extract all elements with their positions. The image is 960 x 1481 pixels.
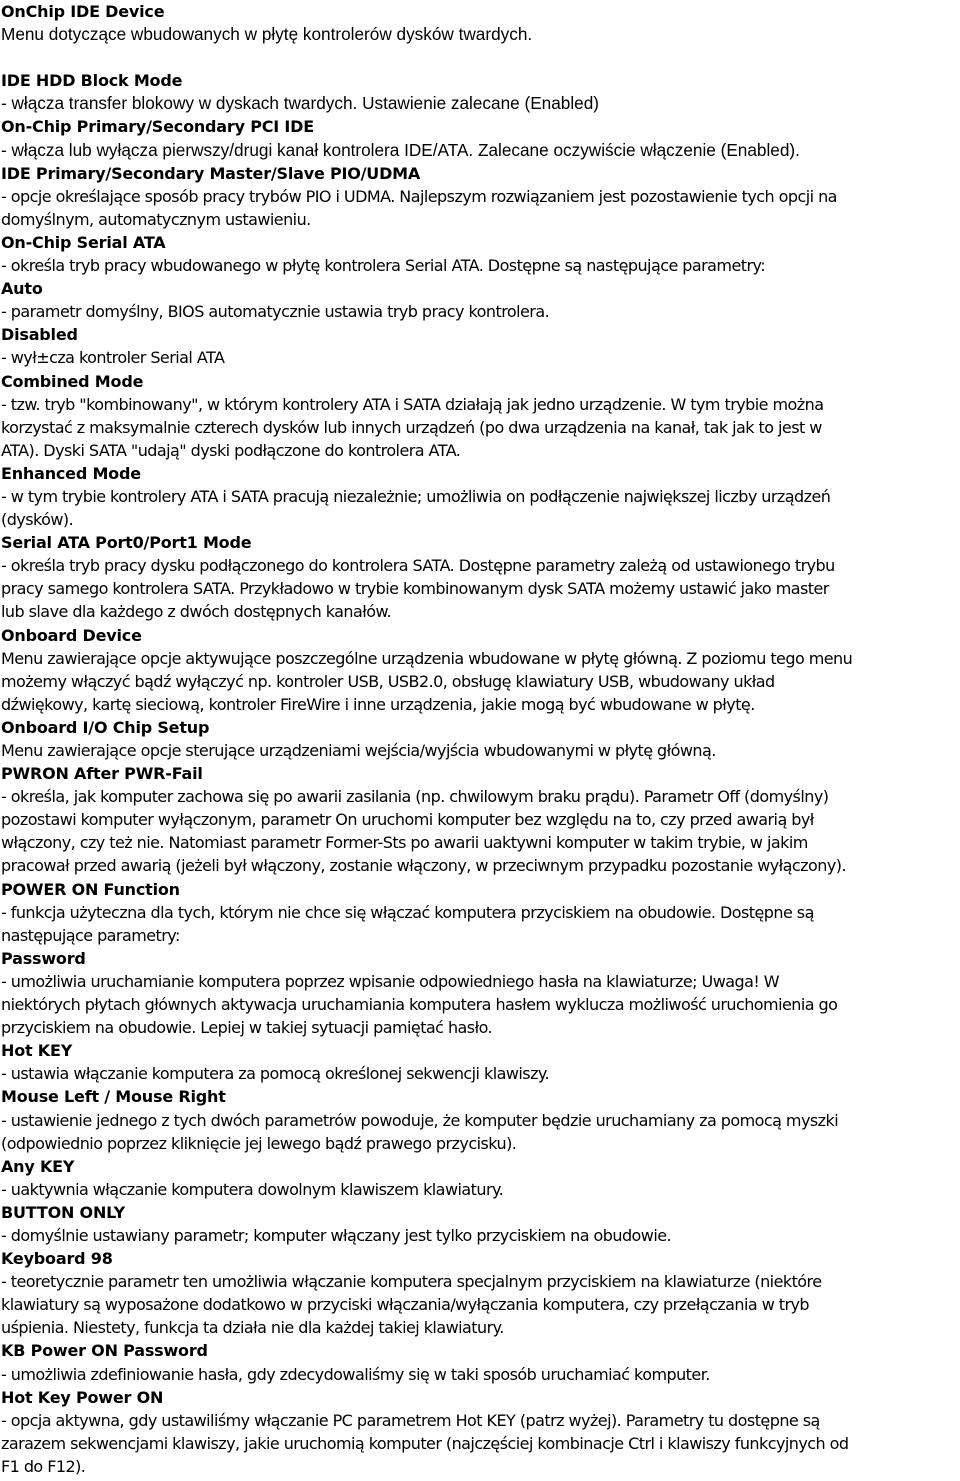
blank-line (1, 46, 959, 69)
section-heading: PWRON After PWR-Fail (1, 764, 203, 784)
body-text-line: - umożliwia zdefiniowanie hasła, gdy zdecydowaliśmy się w taki sposób uruchamiać komputer. (1, 1364, 710, 1384)
section-heading: Auto (1, 279, 43, 299)
body-text-line: lub slave dla każdego z dwóch dostępnych kanałów. (1, 602, 392, 622)
body-text-line: niektórych płytach głównych aktywacja uruchamiania komputera hasłem wyklucza możliwość uruchomienia go (1, 995, 838, 1015)
section-heading: Keyboard 98 (1, 1249, 113, 1269)
section-heading: Hot KEY (1, 1041, 73, 1061)
section-heading: Mouse Left / Mouse Right (1, 1087, 226, 1107)
section-heading: On-Chip Serial ATA (1, 232, 166, 252)
section-heading: Hot Key Power ON (1, 1387, 164, 1407)
section-heading: Any KEY (1, 1156, 75, 1176)
body-text-line: zarazem sekwencjami klawiszy, jakie uruchomią komputer (najczęściej kombinacje Ctrl i klawiszy funkcyjnych od (1, 1433, 849, 1453)
body-text-line: - ustawienie jednego z tych dwóch parametrów powoduje, że komputer będzie uruchamiany za pomocą myszki (1, 1110, 839, 1130)
body-text-line: - ustawia włączanie komputera za pomocą określonej sekwencji klawiszy. (1, 1064, 550, 1084)
body-text-line: przyciskiem na obudowie. Lepiej w takiej sytuacji pamiętać hasło. (1, 1018, 493, 1038)
body-text-line: (odpowiednio poprzez kliknięcie jej lewego bądź prawego przycisku). (1, 1133, 517, 1153)
section-heading: POWER ON Function (1, 879, 180, 899)
body-text-line: Menu zawierające opcje sterujące urządzeniami wejścia/wyjścia wbudowanymi w płytę główną. (1, 741, 716, 760)
body-text-line: - tzw. tryb "kombinowany", w którym kontrolery ATA i SATA działają jak jedno urządzenie. W tym trybie można (1, 394, 824, 414)
body-text-line: - określa tryb pracy dysku podłączonego do kontrolera SATA. Dostępne parametry zależą od ustawionego trybu (1, 556, 835, 576)
body-text-line: Menu zawierające opcje aktywujące poszczególne urządzenia wbudowane w płytę główną. Z poziomu tego menu (1, 648, 853, 668)
section-heading: Onboard Device (1, 625, 142, 645)
body-text-line: dźwiękowy, kartę sieciową, kontroler FireWire i inne urządzenia, jakie mogą być wbudowane w płytę. (1, 694, 755, 714)
body-text-line: pozostawi komputer wyłączonym, parametr On uruchomi komputer bez względu na to, czy przed awarią był (1, 810, 814, 830)
section-heading: On-Chip Primary/Secondary PCI IDE (1, 117, 314, 137)
section-heading: Password (1, 948, 86, 968)
body-text-line: - określa tryb pracy wbudowanego w płytę kontrolera Serial ATA. Dostępne są następujące parametry: (1, 256, 766, 276)
body-text-line: domyślnym, automatycznym ustawieniu. (1, 209, 311, 229)
body-text-line: - opcja aktywna, gdy ustawiliśmy włączanie PC parametrem Hot KEY (patrz wyżej). Parametry tu dostępne są (1, 1410, 820, 1430)
section-heading: Enhanced Mode (1, 463, 141, 483)
body-text-line: - wył±cza kontroler Serial ATA (1, 348, 225, 368)
body-text-line: - funkcja użyteczna dla tych, którym nie chce się włączać komputera przyciskiem na obudowie. Dostępne są (1, 902, 814, 922)
section-heading: IDE HDD Block Mode (1, 71, 183, 91)
body-text-line: - opcje określające sposób pracy trybów PIO i UDMA. Najlepszym rozwiązaniem jest pozostawienie tych opcji na (1, 186, 837, 206)
section-heading: Serial ATA Port0/Port1 Mode (1, 533, 252, 553)
body-text-line: korzystać z maksymalnie czterech dysków lub innych urządzeń (po dwa urządzenia na kanał, tak jak to jest w (1, 417, 822, 437)
body-text-line: pracy samego kontrolera SATA. Przykładowo w trybie kombinowanym dysk SATA możemy ustawić jako master (1, 579, 829, 599)
body-text-line: następujące parametry: (1, 925, 180, 945)
section-heading: BUTTON ONLY (1, 1202, 126, 1222)
body-text-line: (dysków). (1, 510, 74, 530)
body-text-line: - włącza lub wyłącza pierwszy/drugi kanał kontrolera IDE/ATA. Zalecane oczywiście włączenie (Enabled). (1, 139, 800, 160)
body-text-line: - włącza transfer blokowy w dyskach twardych. Ustawienie zalecane (Enabled) (1, 93, 600, 114)
body-text-line: uśpienia. Niestety, funkcja ta działa nie dla każdej takiej klawiatury. (1, 1318, 504, 1338)
body-text-line: - domyślnie ustawiany parametr; komputer włączany jest tylko przyciskiem na obudowie. (1, 1225, 672, 1245)
body-text-line: ATA). Dyski SATA "udają" dyski podłączone do kontrolera ATA. (1, 440, 461, 460)
body-text-line: - w tym trybie kontrolery ATA i SATA pracują niezależnie; umożliwia on podłączenie największej liczby urządzeń (1, 486, 831, 506)
section-heading: OnChip IDE Device (1, 2, 165, 21)
section-heading: Disabled (1, 325, 78, 345)
body-text-line: - parametr domyślny, BIOS automatycznie ustawia tryb pracy kontrolera. (1, 302, 550, 322)
section-heading: KB Power ON Password (1, 1341, 208, 1361)
section-heading: IDE Primary/Secondary Master/Slave PIO/UDMA (1, 163, 421, 183)
body-text-line: włączony, czy też nie. Natomiast parametr Former-Sts po awarii uaktywni komputer w takim trybie, w jakim (1, 833, 808, 853)
body-text-line: - umożliwia uruchamianie komputera poprzez wpisanie odpowiedniego hasła na klawiaturze; Uwaga! W (1, 971, 780, 991)
body-text-line: - określa, jak komputer zachowa się po awarii zasilania (np. chwilowym braku prądu). Parametr Off (domyślny) (1, 787, 829, 807)
body-text-line: możemy włączyć bądź wyłączyć np. kontroler USB, USB2.0, obsługę klawiatury USB, wbudowany układ (1, 671, 775, 691)
body-text-line: Menu dotyczące wbudowanych w płytę kontrolerów dysków twardych. (1, 24, 533, 45)
body-text-line: - uaktywnia włączanie komputera dowolnym klawiszem klawiatury. (1, 1179, 504, 1199)
section-heading: Combined Mode (1, 371, 144, 391)
body-text-line: F1 do F12). (1, 1456, 86, 1476)
section-heading: Onboard I/O Chip Setup (1, 717, 210, 737)
body-text-line: klawiatury są wyposażone dodatkowo w przyciski włączania/wyłączania komputera, czy przełączania w tryb (1, 1295, 810, 1315)
body-text-line: - teoretycznie parametr ten umożliwia włączanie komputera specjalnym przyciskiem na klawiaturze (niektóre (1, 1272, 822, 1292)
body-text-line: pracował przed awarią (jeżeli był włączony, zostanie włączony, w przeciwnym przypadku pozostanie wyłączony). (1, 856, 846, 876)
